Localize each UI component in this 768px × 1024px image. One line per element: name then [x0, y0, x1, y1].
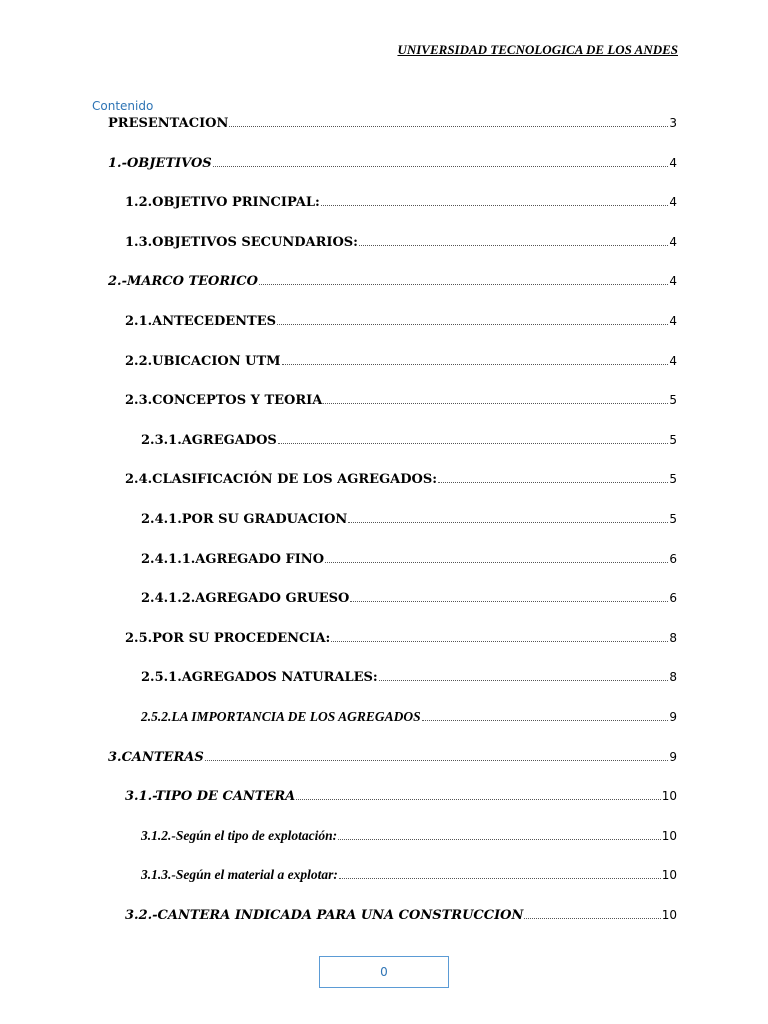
toc-entry-page: 3 [669, 116, 677, 130]
toc-entry-label: 2.1.ANTECEDENTES [125, 314, 276, 329]
page-number-box [319, 956, 449, 988]
toc-entry-page: 10 [661, 789, 677, 803]
toc-entry-label: 3.2.-CANTERA INDICADA PARA UNA CONSTRUCCION [125, 908, 524, 923]
toc-entry-page: 10 [661, 908, 677, 922]
toc-entry-page: 5 [669, 433, 677, 447]
page-number: 0 [380, 965, 388, 979]
toc-entry[interactable] [125, 788, 677, 806]
toc-entry-page: 5 [669, 393, 677, 407]
toc-entry-label: 3.1.2.-Según el tipo de explotación: [141, 828, 338, 843]
toc-entry[interactable] [125, 392, 677, 410]
toc-entry-label: 3.1.3.-Según el material a explotar: [141, 867, 338, 882]
toc-entry[interactable] [108, 115, 677, 133]
toc-entry-page: 4 [669, 274, 677, 288]
toc-dot-leader [282, 353, 669, 365]
toc-entry-page: 9 [669, 710, 677, 724]
toc-entry[interactable] [141, 590, 677, 608]
toc-dot-leader [339, 867, 661, 879]
toc-entry-page: 8 [669, 631, 677, 645]
toc-entry[interactable] [108, 155, 677, 173]
toc-dot-leader [422, 709, 669, 721]
toc-entry[interactable] [108, 273, 677, 291]
toc-entry-page: 4 [669, 314, 677, 328]
toc-entry-label: 2.4.1.POR SU GRADUACION [141, 512, 348, 527]
toc-entry-label: 3.1.-TIPO DE CANTERA [125, 789, 296, 804]
toc-entry-label: 2.5.1.AGREGADOS NATURALES: [141, 670, 378, 685]
toc-dot-leader [323, 392, 668, 404]
toc-entry-page: 5 [669, 512, 677, 526]
toc-dot-leader [350, 590, 668, 602]
toc-entry-label: 1.3.OBJETIVOS SECUNDARIOS: [125, 235, 358, 250]
document-header: UNIVERSIDAD TECNOLOGICA DE LOS ANDES [397, 42, 678, 57]
toc-entry-page: 6 [669, 552, 677, 566]
toc-dot-leader [325, 551, 668, 563]
toc-entry-label: 2.4.1.2.AGREGADO GRUESO [141, 591, 350, 606]
toc-entry[interactable] [141, 709, 677, 727]
toc-dot-leader [278, 432, 669, 444]
toc-heading: Contenido [92, 99, 154, 113]
toc-entry-label: 1.-OBJETIVOS [108, 156, 212, 171]
toc-dot-leader [321, 194, 669, 206]
toc-dot-leader [524, 907, 660, 919]
toc-entry-label: 2.5.2.LA IMPORTANCIA DE LOS AGREGADOS [141, 709, 421, 724]
toc-entry-label: 2.4.1.1.AGREGADO FINO [141, 552, 325, 567]
toc-entry[interactable] [141, 511, 677, 529]
toc-entry-page: 4 [669, 235, 677, 249]
toc-entry-label: 1.2.OBJETIVO PRINCIPAL: [125, 195, 320, 210]
toc-dot-leader [331, 630, 668, 642]
toc-entry-label: 2.4.CLASIFICACIÓN DE LOS AGREGADOS: [125, 472, 438, 487]
toc-entry-label: 3.CANTERAS [108, 750, 204, 765]
toc-entry-page: 6 [669, 591, 677, 605]
toc-entry-page: 10 [661, 868, 677, 882]
toc-entry-label: 2.2.UBICACION UTM [125, 354, 281, 369]
toc-entry[interactable] [125, 353, 677, 371]
toc-entry-label: 2.5.POR SU PROCEDENCIA: [125, 631, 331, 646]
toc-dot-leader [379, 669, 669, 681]
toc-entry-page: 8 [669, 670, 677, 684]
toc-entry[interactable] [125, 234, 677, 252]
toc-dot-leader [213, 155, 669, 167]
toc-entry[interactable] [125, 471, 677, 489]
toc-entry-page: 10 [661, 829, 677, 843]
toc-dot-leader [229, 115, 668, 127]
toc-entry-page: 9 [669, 750, 677, 764]
toc-entry-label: 2.3.CONCEPTOS Y TEORIA [125, 393, 323, 408]
toc-entry-page: 4 [669, 354, 677, 368]
toc-dot-leader [259, 273, 668, 285]
toc-dot-leader [338, 828, 661, 840]
toc-entry[interactable] [125, 630, 677, 648]
toc-dot-leader [348, 511, 668, 523]
toc-dot-leader [438, 471, 668, 483]
toc-dot-leader [205, 749, 669, 761]
toc-entry-label: 2.-MARCO TEORICO [108, 274, 258, 289]
toc-entry[interactable] [108, 749, 677, 767]
toc-entry[interactable] [141, 551, 677, 569]
toc-entry[interactable] [125, 313, 677, 331]
toc-entry[interactable] [125, 907, 677, 925]
toc-entry-page: 4 [669, 156, 677, 170]
toc-entry[interactable] [141, 867, 677, 885]
toc-entry-page: 5 [669, 472, 677, 486]
toc-entry[interactable] [141, 669, 677, 687]
toc-dot-leader [359, 234, 668, 246]
toc-entry[interactable] [141, 432, 677, 450]
toc-dot-leader [277, 313, 668, 325]
toc-entry[interactable] [125, 194, 677, 212]
toc-entry[interactable] [141, 828, 677, 846]
toc-entry-page: 4 [669, 195, 677, 209]
toc-dot-leader [296, 788, 660, 800]
toc-entry-label: 2.3.1.AGREGADOS [141, 433, 277, 448]
toc-entry-label: PRESENTACION [108, 116, 229, 131]
